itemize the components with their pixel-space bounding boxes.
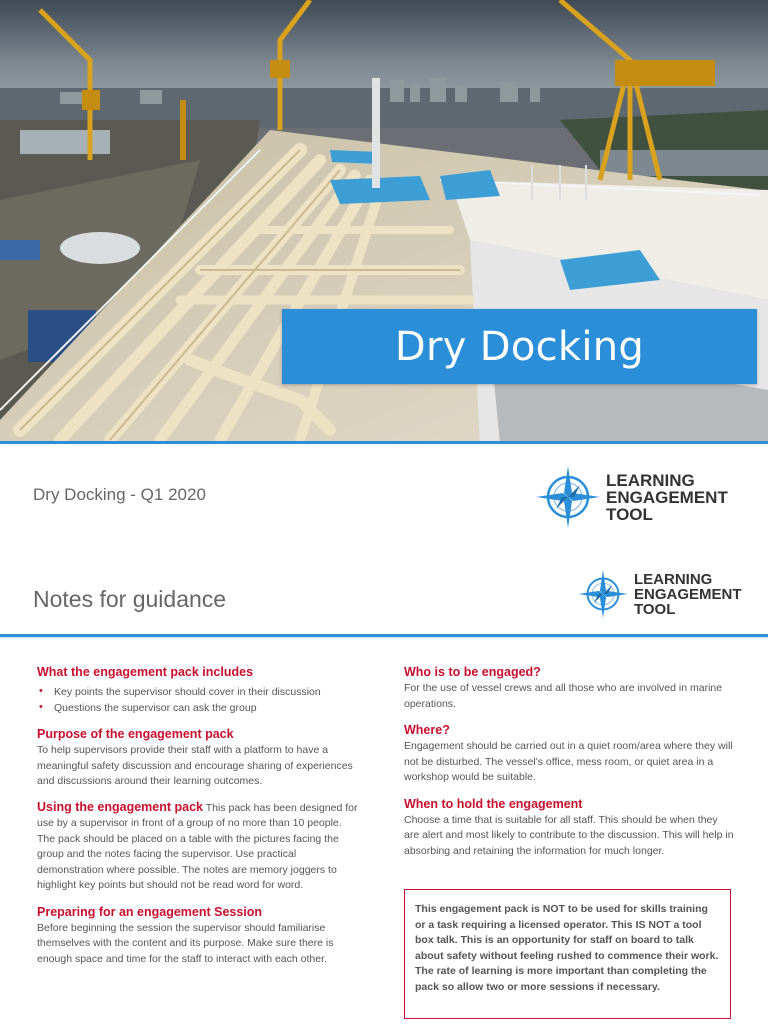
important-notice-box: This engagement pack is NOT to be used for skills training or a task requiring a licensed operator. This IS NOT a tool box talk. This is an opportunity for staff on board to talk about safety without feeling rushed to commence their work. The rate of learning is more important than completing the pack so allow two or more sessions if necessary. xyxy=(404,889,731,1019)
learning-engagement-tool-logo xyxy=(536,466,728,528)
includes-list xyxy=(37,684,362,716)
where-body: Engagement should be carried out in a quiet room/area where they will not be disturbed. The vessel's office, mess room, or quiet area in a workshop would be suitable. xyxy=(404,740,733,783)
includes-heading: What the engagement pack includes xyxy=(37,665,254,679)
logo-line-3: TOOL xyxy=(634,600,676,618)
purpose-heading: Purpose of the engagement pack xyxy=(37,727,234,741)
logo-line-1: LEARNING xyxy=(634,570,713,588)
cover-subtitle: Dry Docking - Q1 2020 xyxy=(33,485,206,504)
using-paragraph xyxy=(37,800,362,894)
preparing-section xyxy=(37,904,362,968)
notes-left-column xyxy=(37,664,362,977)
using-heading: Using the engagement pack xyxy=(37,799,204,814)
who-heading: Who is to be engaged? xyxy=(404,665,541,679)
logo-line-2: ENGAGEMENT xyxy=(606,487,728,507)
learning-engagement-tool-logo xyxy=(578,570,742,618)
hero-image xyxy=(0,0,768,444)
cover-title: Dry Docking xyxy=(282,309,757,384)
when-body: Choose a time that is suitable for all staff. This should be when they are alert and most likely to contribute to the discussion. This will help in absorbing and retaining the information for much longer. xyxy=(404,813,734,857)
hero-divider xyxy=(0,441,768,444)
using-body: This pack has been designed for use by a supervisor in front of a group of no more than 10 people. The pack should be placed on a table with the pictures facing the group and the notes facing the supervisor. Use practical demonstration where possible. The notes are memory joggers to highlight key points but should not be read word for word. xyxy=(37,801,358,891)
where-heading: Where? xyxy=(404,723,450,737)
notes-title: Notes for guidance xyxy=(33,586,227,612)
notes-divider xyxy=(0,634,768,637)
who-section xyxy=(404,664,734,712)
logo-line-1: LEARNING xyxy=(606,470,695,490)
who-body: For the use of vessel crews and all those who are involved in marine operations. xyxy=(404,682,723,710)
logo-line-2: ENGAGEMENT xyxy=(634,585,742,603)
preparing-body: Before beginning the session the supervisor should familiarise themselves with the content and its purpose. Make sure there is enough space and time for the staff to interact with each other. xyxy=(37,921,334,965)
bullet-icon: • xyxy=(39,701,43,713)
notes-right-column xyxy=(404,664,734,869)
list-item-text: Key points the supervisor should cover in their discussion xyxy=(54,686,321,698)
compass-icon xyxy=(536,466,600,528)
list-item xyxy=(37,684,362,700)
when-heading: When to hold the engagement xyxy=(404,796,583,811)
bullet-icon: • xyxy=(39,685,43,697)
logo-line-3: TOOL xyxy=(606,504,653,524)
when-section xyxy=(404,796,734,860)
includes-section xyxy=(37,664,362,716)
using-section xyxy=(37,800,362,894)
purpose-section xyxy=(37,726,362,790)
purpose-body: To help supervisors provide their staff with a platform to have a meaningful safety discussion and encourage sharing of experiences and discussions around their learning outcomes. xyxy=(37,744,353,787)
compass-icon xyxy=(578,570,628,618)
where-section xyxy=(404,722,734,786)
preparing-heading: Preparing for an engagement Session xyxy=(37,904,263,919)
list-item xyxy=(37,700,362,716)
list-item-text: Questions the supervisor can ask the group xyxy=(54,702,257,714)
